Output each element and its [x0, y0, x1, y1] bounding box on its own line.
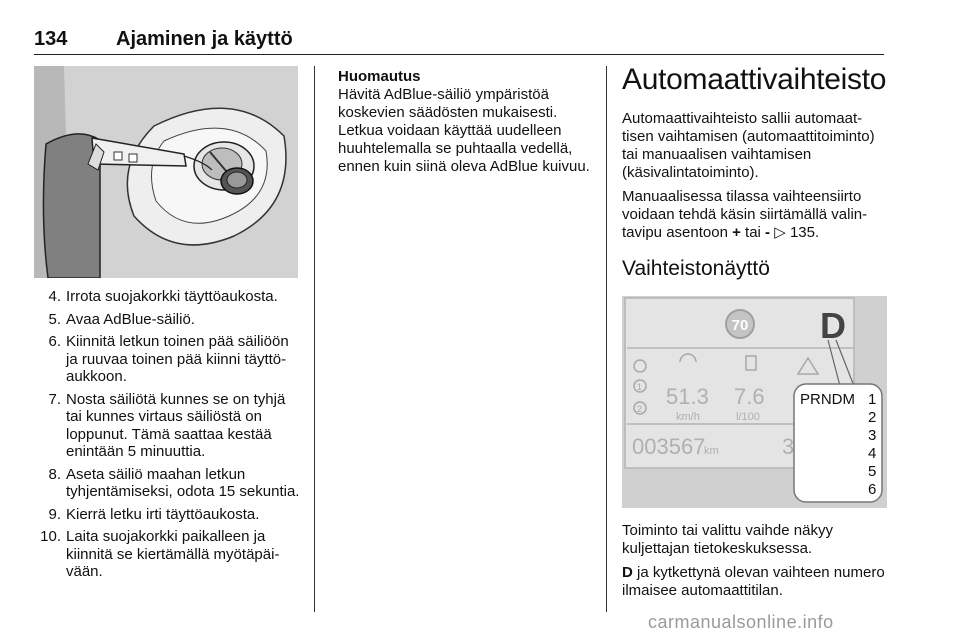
- minus-symbol: -: [765, 224, 771, 241]
- odometer-value: 003567: [632, 434, 706, 459]
- transmission-display-illustration: [622, 296, 887, 508]
- page-header: [34, 24, 884, 55]
- consumption-value: 7.6: [734, 384, 765, 409]
- page-ref[interactable]: 135.: [789, 224, 820, 241]
- gear-indicator: D: [820, 305, 846, 346]
- list-item: 4. Irrota suojakorkki täyttöaukosta.: [48, 288, 278, 305]
- adblue-filler-illustration: [34, 66, 298, 278]
- watermark: carmanualsonline.info: [648, 612, 834, 632]
- list-item: 5. Avaa AdBlue-säiliö.: [48, 310, 195, 328]
- note-title: Huomautus: [338, 68, 421, 85]
- section-paragraph-manual: Manuaalisessa tilassa vaihteensiirto voidaan tehdä käsin siirtämällä valintavipu asentoon + tai - ▷ 135.: [622, 188, 868, 241]
- callout-gear: 1: [868, 391, 877, 408]
- display-caption: [622, 522, 887, 606]
- section-title: Automaattivaihteisto: [622, 63, 887, 96]
- caption-paragraph: Toiminto tai valittu vaihde näkyy kuljettajan tietokeskuksessa.: [622, 522, 833, 557]
- consumption-unit: l/100: [736, 411, 760, 423]
- list-item: 10. Laita suojakorkki paikalleen ja kiinnitä se kiertämällä myötäpäivään.: [40, 528, 280, 580]
- subsection-title: Vaihteistonäyttö: [622, 257, 770, 280]
- side-icon-label: 2: [637, 404, 643, 414]
- page-title: Ajaminen ja käyttö: [116, 28, 293, 50]
- list-item: 8. Aseta säiliö maahan letkun tyhjentämiseksi, odota 15 sekuntia.: [48, 465, 300, 500]
- callout-gear: 5: [868, 463, 877, 480]
- speed-limit-value: 70: [731, 317, 749, 334]
- procedure-steps: [34, 288, 304, 586]
- column-divider-left: [314, 66, 315, 612]
- column-divider-right: [606, 66, 607, 612]
- list-item: 9. Kierrä letku irti täyttöaukosta.: [48, 505, 260, 523]
- page-ref-icon: ▷: [774, 224, 786, 241]
- callout-gear: 6: [868, 481, 877, 498]
- callout-gear: 3: [868, 427, 877, 444]
- speed-value: 51.3: [666, 384, 709, 409]
- odometer-unit: km: [704, 445, 719, 457]
- note-block: [338, 68, 593, 176]
- page-number: 134: [34, 28, 68, 50]
- caption-paragraph-gear: D ja kytkettynä olevan vaihteen numero ilmaisee automaattitilan.: [622, 564, 885, 599]
- list-item: 6. Kiinnitä letkun toinen pää säiliöön ja ruuvaa toinen pää kiinni täyttöaukkoon.: [48, 333, 289, 385]
- plus-symbol: +: [732, 224, 741, 241]
- callout-gear: 4: [868, 445, 877, 462]
- callout-gear: 2: [868, 409, 877, 426]
- callout-prndm: PRNDM: [800, 391, 855, 408]
- section-paragraph: Automaattivaihteisto sallii automaattisen vaihtamisen (automaattitoiminto) tai manuaalisen vaihtamisen (käsivalintatoiminto).: [622, 110, 875, 181]
- list-item: 7. Nosta säiliötä kunnes se on tyhjä tai kunnes virtaus säiliöstä on loppunut. Tämä saattaa kestää enintään 5 minuuttia.: [48, 390, 286, 460]
- note-text: Hävitä AdBlue-säiliö ympäristöä koskevien säädösten mukaisesti. Letkua voidaan käyttää uudelleen huuhtelemalla se puhtaalla vedellä, ennen kuin siinä oleva AdBlue kuivuu.: [338, 86, 590, 175]
- speed-unit: km/h: [676, 411, 700, 423]
- trip-partial: 3: [782, 434, 795, 459]
- side-icon-label: 1: [637, 382, 643, 392]
- section-automatic-transmission: [622, 62, 887, 282]
